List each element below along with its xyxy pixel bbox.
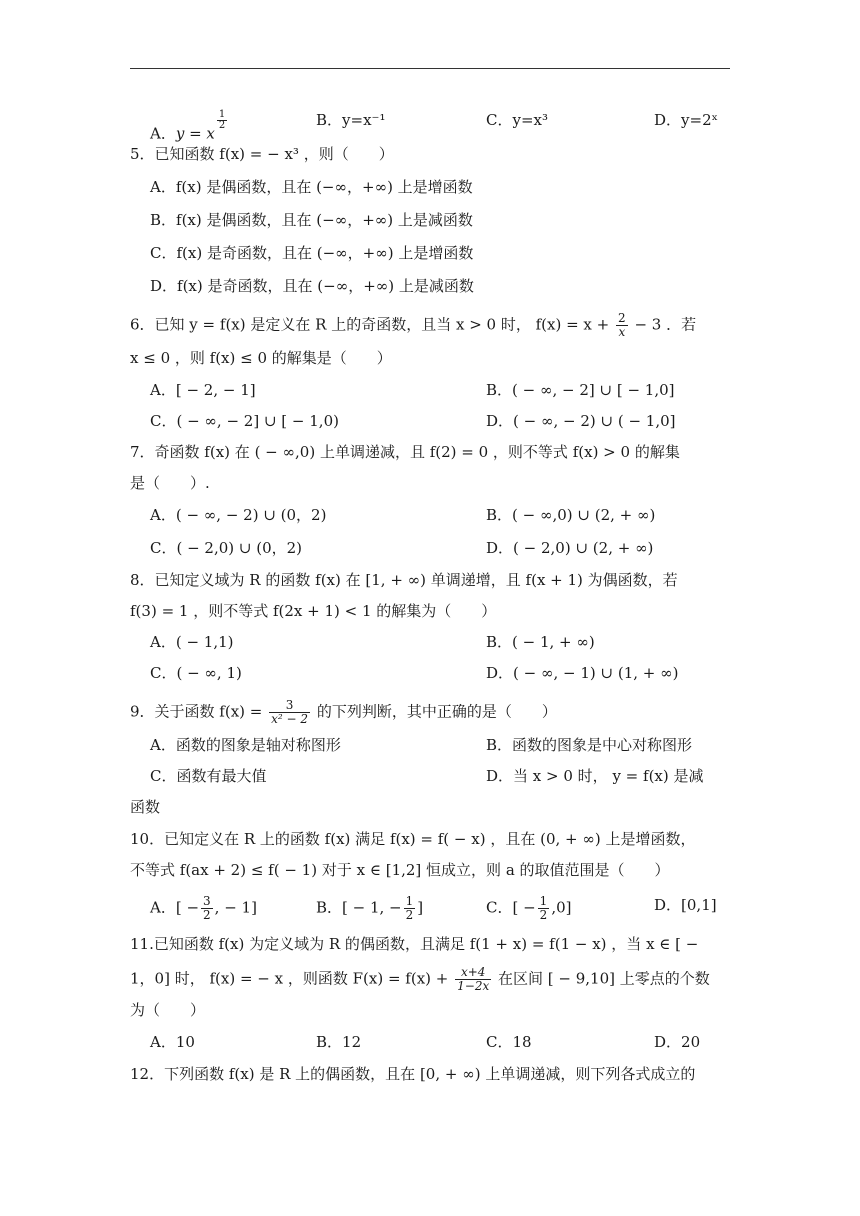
q10-b-post: ] <box>417 898 424 917</box>
q10-option-a <box>150 895 257 922</box>
q10-c-post: ,0] <box>551 898 572 917</box>
q6-option-b: B．( − ∞, − 2] ∪ [ − 1,0] <box>486 381 675 399</box>
q6-stem-line1 <box>130 312 696 339</box>
q5-option-c: C．f(x) 是奇函数，且在 (−∞，+∞) 上是增函数 <box>150 244 474 262</box>
q6-frac-den: x <box>618 325 626 339</box>
header-rule <box>130 68 730 69</box>
q11-option-b: B．12 <box>316 1033 362 1051</box>
q4-option-d: D．y=2ˣ <box>654 111 718 129</box>
q10-a-pre: A．[ − <box>150 898 200 917</box>
q10-option-b <box>316 895 423 922</box>
q12-stem-line1: 12．下列函数 f(x) 是 R 上的偶函数，且在 [0, + ∞) 上单调递减，则下列各式成立的 <box>130 1065 696 1083</box>
q9-stem-part2: 的下列判断，其中正确的是（ ） <box>316 702 557 721</box>
q6-frac-num: 2 <box>618 311 626 325</box>
q6-stem-part1: 6．已知 y = f(x) 是定义在 R 上的奇函数，且当 x > 0 时， f(x) = x + <box>130 315 610 334</box>
q7-stem-line2: 是（ ）. <box>130 474 210 492</box>
q4-option-a-label: A． <box>150 124 176 143</box>
q6-stem-part2: − 3 ．若 <box>634 315 697 334</box>
q10-a-num: 3 <box>203 894 211 908</box>
q11-option-d: D．20 <box>654 1033 701 1051</box>
q6-option-c: C．( − ∞, − 2] ∪ [ − 1,0) <box>150 412 339 430</box>
q6-option-d: D．( − ∞, − 2) ∪ ( − 1,0] <box>486 412 676 430</box>
q10-a-post: , − 1] <box>214 898 257 917</box>
q10-a-frac <box>201 895 213 922</box>
q9-stem-part1: 9．关于函数 f(x) = <box>130 702 263 721</box>
q11-option-a: A．10 <box>150 1033 195 1051</box>
q4-option-b: B．y=x⁻¹ <box>316 111 386 129</box>
q8-option-a: A．( − 1,1) <box>150 633 234 651</box>
q10-a-den: 2 <box>203 908 211 922</box>
q7-option-a: A．( − ∞, − 2) ∪ (0，2) <box>150 506 327 524</box>
q5-option-d: D．f(x) 是奇函数，且在 (−∞，+∞) 上是减函数 <box>150 277 474 295</box>
q10-stem-line2: 不等式 f(ax + 2) ≤ f( − 1) 对于 x ∈ [1,2] 恒成立，则 a 的取值范围是（ ） <box>130 861 670 879</box>
q11-stem-line3: 为（ ） <box>130 1001 206 1019</box>
q4-option-a <box>150 110 229 143</box>
q4-option-a-expr: y = x <box>175 124 215 143</box>
q9-frac-den: x² − 2 <box>271 712 309 726</box>
q9-option-a: A．函数的图象是轴对称图形 <box>150 736 341 754</box>
q7-option-d: D．( − 2,0) ∪ (2, + ∞) <box>486 539 654 557</box>
q10-option-d: D．[0,1] <box>654 896 717 914</box>
q5-stem: 5．已知函数 f(x) = − x³ ，则（ ） <box>130 145 394 163</box>
q9-option-d-cont: 函数 <box>130 798 161 816</box>
q6-option-a: A．[ − 2, − 1] <box>150 381 256 399</box>
q5-option-a: A．f(x) 是偶函数，且在 (−∞，+∞) 上是增函数 <box>150 178 473 196</box>
q11-stem-line1: 11.已知函数 f(x) 为定义域为 R 的偶函数，且满足 f(1 + x) = f(1 − x) ，当 x ∈ [ − <box>130 935 699 953</box>
q4-option-c: C．y=x³ <box>486 111 548 129</box>
q6-fraction <box>616 312 628 339</box>
q8-stem-line2: f(3) = 1 ，则不等式 f(2x + 1) < 1 的解集为（ ） <box>130 602 497 620</box>
q9-frac-num: 3 <box>269 699 310 713</box>
q11-frac-num: x+4 <box>455 966 491 980</box>
q11-stem-part1: 1，0] 时， f(x) = − x ，则函数 F(x) = f(x) + <box>130 969 449 988</box>
q10-b-den: 2 <box>405 908 414 922</box>
q5-option-b: B．f(x) 是偶函数，且在 (−∞，+∞) 上是减函数 <box>150 211 473 229</box>
q7-option-c: C．( − 2,0) ∪ (0，2) <box>150 539 303 557</box>
q10-b-pre: B．[ − 1, − <box>316 898 402 917</box>
q10-b-frac <box>404 895 416 922</box>
q9-option-d: D．当 x > 0 时， y = f(x) 是减 <box>486 767 704 785</box>
q10-c-frac <box>538 895 550 922</box>
q11-frac-den: 1−2x <box>457 979 490 993</box>
q11-fraction <box>455 966 491 993</box>
q9-option-c: C．函数有最大值 <box>150 767 267 785</box>
q10-c-num: 1 <box>539 894 548 908</box>
q9-option-b: B．函数的图象是中心对称图形 <box>486 736 693 754</box>
q8-option-d: D．( − ∞, − 1) ∪ (1, + ∞) <box>486 664 679 682</box>
q10-b-num: 1 <box>405 894 414 908</box>
q11-stem-line2 <box>130 966 710 993</box>
q7-option-b: B．( − ∞,0) ∪ (2, + ∞) <box>486 506 656 524</box>
q9-fraction <box>269 699 310 726</box>
q7-stem-line1: 7．奇函数 f(x) 在 ( − ∞,0) 上单调递减，且 f(2) = 0 ，则不等式 f(x) > 0 的解集 <box>130 443 680 461</box>
q4-exp-den: 2 <box>218 120 226 131</box>
q6-stem-line2: x ≤ 0 ，则 f(x) ≤ 0 的解集是（ ） <box>130 349 392 367</box>
q10-c-pre: C．[ − <box>486 898 536 917</box>
q9-stem <box>130 699 557 726</box>
q11-stem-part2: 在区间 [ − 9,10] 上零点的个数 <box>498 969 710 988</box>
q10-option-c <box>486 895 571 922</box>
q10-c-den: 2 <box>539 908 548 922</box>
q8-stem-line1: 8．已知定义域为 R 的函数 f(x) 在 [1, + ∞) 单调递增，且 f(x + 1) 为偶函数，若 <box>130 571 678 589</box>
q8-option-b: B．( − 1, + ∞) <box>486 633 595 651</box>
q8-option-c: C．( − ∞, 1) <box>150 664 242 682</box>
q4-exp-num: 1 <box>218 109 226 120</box>
q10-stem-line1: 10．已知定义在 R 上的函数 f(x) 满足 f(x) = f( − x) ，且在 (0, + ∞) 上是增函数， <box>130 830 696 848</box>
q11-option-c: C．18 <box>486 1033 532 1051</box>
